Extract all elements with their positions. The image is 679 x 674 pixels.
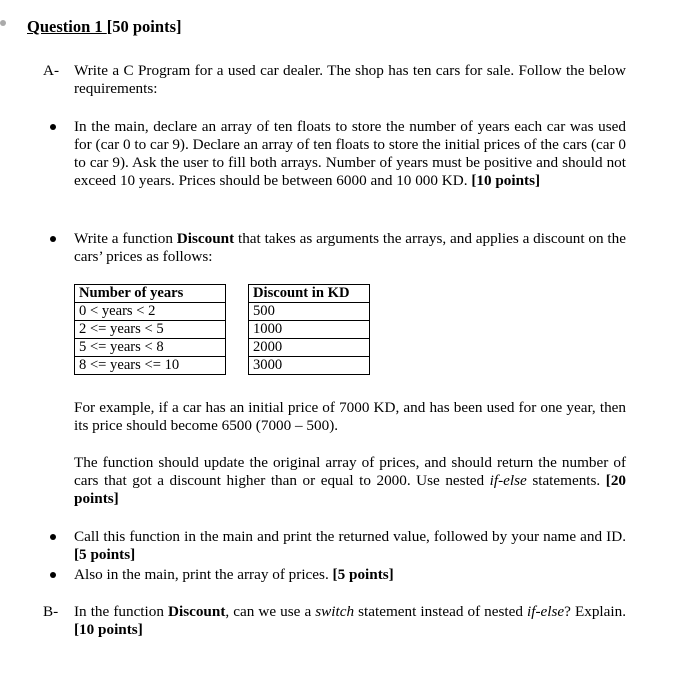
part-b-mid2: statement instead of nested xyxy=(354,603,528,620)
bullet-declare-arrays-points: [10 points] xyxy=(471,172,541,189)
table-header-years: Number of years xyxy=(75,285,226,303)
bullet-discount-post: that takes as arguments the arrays, and applies a discount on the cars’ prices as follows: xyxy=(74,230,626,265)
table-row xyxy=(75,303,370,321)
part-b-points: [10 points] xyxy=(74,621,143,638)
bullet-dot xyxy=(50,572,56,578)
part-b-fn: Discount xyxy=(168,603,226,620)
question-title xyxy=(27,18,181,36)
table-row xyxy=(75,357,370,375)
bullet-dot xyxy=(50,236,56,242)
table-cell-years: 8 <= years <= 10 xyxy=(75,357,226,375)
example-paragraph: For example, if a car has an initial price of 7000 KD, and has been used for one year, then its price should become 6500 (7000 – 500). xyxy=(74,399,626,434)
discount-table xyxy=(74,284,370,375)
table-row xyxy=(75,321,370,339)
table-cell-discount: 1000 xyxy=(249,321,370,339)
margin-dot xyxy=(0,20,6,26)
table-cell-discount: 2000 xyxy=(249,339,370,357)
part-a-intro: Write a C Program for a used car dealer. The shop has ten cars for sale. Follow the below requirements: xyxy=(74,62,626,97)
table-cell-years: 5 <= years < 8 xyxy=(75,339,226,357)
update-points: [20 points] xyxy=(74,472,627,507)
bullet-print-text: Also in the main, print the array of prices. xyxy=(74,566,333,583)
table-header-row xyxy=(75,285,370,303)
table-row xyxy=(75,339,370,357)
bullet-print-prices xyxy=(74,566,626,584)
part-b-pre: In the function xyxy=(74,603,168,620)
part-b-question xyxy=(74,603,626,639)
question-title-main: Question 1 xyxy=(27,17,107,36)
part-b-ital2: if-else xyxy=(527,603,565,620)
bullet-print-points: [5 points] xyxy=(332,566,394,583)
part-b-label: B- xyxy=(43,603,59,620)
bullet-dot xyxy=(50,534,56,540)
part-b-mid: , can we use a xyxy=(225,603,316,620)
update-pre: The function should update the original array of prices, and should return the number of cars that got a discount higher than or equal to 2000. Use nested xyxy=(74,454,626,489)
part-b-ital1: switch xyxy=(315,603,355,620)
table-cell-discount: 3000 xyxy=(249,357,370,375)
question-title-points: [50 points] xyxy=(106,17,182,36)
update-paragraph xyxy=(74,454,626,508)
table-cell-years: 2 <= years < 5 xyxy=(75,321,226,339)
bullet-call-text: Call this function in the main and print the returned value, followed by your name and ID. xyxy=(74,528,626,545)
bullet-declare-arrays-text: In the main, declare an array of ten floats to store the number of years each car was used for (car 0 to car 9). Declare an array of ten floats to store the initial prices of the cars (car 0 to car 9). Ask the user to fill both arrays. Number of years must be positive and should not exceed 10 years. Prices should be between 6000 and 10 000 KD. xyxy=(74,118,626,189)
bullet-call-function xyxy=(74,528,626,564)
part-b-post: ? Explain. xyxy=(564,603,626,620)
table-cell-discount: 500 xyxy=(249,303,370,321)
bullet-discount-function xyxy=(74,230,626,266)
bullet-discount-fn: Discount xyxy=(176,230,235,247)
update-post: statements. xyxy=(526,472,606,489)
update-ital: if-else xyxy=(489,472,527,489)
part-a-label: A- xyxy=(43,62,60,79)
table-header-discount: Discount in KD xyxy=(249,285,370,303)
bullet-discount-pre: Write a function xyxy=(74,230,177,247)
table-cell-years: 0 < years < 2 xyxy=(75,303,226,321)
bullet-dot xyxy=(50,124,56,130)
bullet-call-points: [5 points] xyxy=(74,546,136,563)
bullet-declare-arrays xyxy=(74,118,626,190)
